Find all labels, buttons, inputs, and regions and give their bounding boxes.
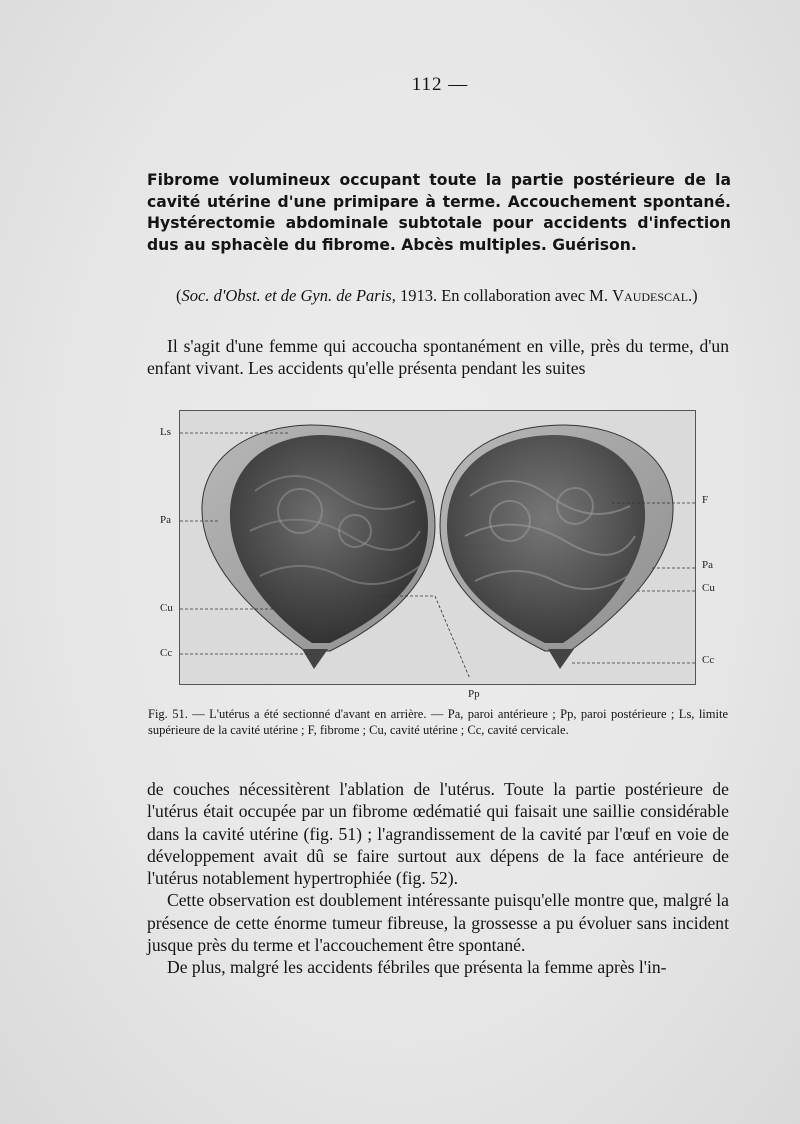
- citation-open: (: [176, 286, 182, 305]
- citation-text: En collaboration avec M.: [441, 286, 608, 305]
- page-number: 112 —: [411, 74, 469, 95]
- label-pp-bottom: Pp: [468, 688, 480, 700]
- article-title: Fibrome volumineux occupant toute la partie postérieure de la cavité utérine d'une primipare à terme. Accouchement spontané. Hystérectomie abdominale subtotale pour accidents d'infection dus au sphacèle du fibrome. Abcès multiples. Guérison.: [147, 171, 731, 254]
- label-cc-left: Cc: [160, 647, 173, 659]
- paragraph-3-text: Cette observation est doublement intéressante puisqu'elle montre que, malgré la présence de cette énorme tumeur fibreuse, la grossesse a pu évoluer sans incident jusque près du terme et l'accouchement être spontané.: [147, 890, 729, 956]
- citation-author: Vaudescal: [612, 286, 689, 305]
- citation-year: 1913.: [399, 286, 438, 305]
- label-pa-left: Pa: [160, 514, 171, 526]
- body-paragraphs: [147, 778, 729, 979]
- paragraph-4-text: De plus, malgré les accidents fébriles que présenta la femme après l'in-: [167, 957, 667, 978]
- citation-journal: Soc. d'Obst. et de Gyn. de Paris,: [181, 286, 396, 305]
- label-cc-right: Cc: [702, 654, 715, 666]
- uterus-illustration: [180, 411, 695, 684]
- label-f-right: F: [702, 494, 709, 506]
- body-paragraph-1: [147, 335, 729, 380]
- paragraph-1-text: Il s'agit d'une femme qui accoucha spontanément en ville, près du terme, d'un enfant vivant. Les accidents qu'elle présenta pendant les suites: [147, 336, 729, 379]
- figure-caption: [148, 706, 728, 738]
- paragraph-2-text: de couches nécessitèrent l'ablation de l'utérus. Toute la partie postérieure de l'utérus était occupée par un fibrome œdématié qui faisait une saillie considérable dans la cavité utérine (fig. 51) ; l'agrandissement de la cavité par l'œuf en voie de développement avait dû se faire surtout aux dépens de la face antérieure de l'utérus notablement hypertrophiée (fig. 52).: [147, 779, 729, 889]
- citation: [176, 286, 736, 306]
- label-ls-left: Ls: [160, 426, 171, 438]
- caption-text: Fig. 51. — L'utérus a été sectionné d'avant en arrière. — Pa, paroi antérieure ; Pp, paroi postérieure ; Ls, limite supérieure de la cavité utérine ; F, fibrome ; Cu, cavité utérine ; Cc, cavité cervicale.: [148, 707, 728, 737]
- label-cu-left: Cu: [160, 602, 173, 614]
- citation-close: .): [688, 286, 698, 305]
- label-pa-right: Pa: [702, 559, 713, 571]
- label-cu-right: Cu: [702, 582, 715, 594]
- figure-uterus-section: [179, 410, 696, 685]
